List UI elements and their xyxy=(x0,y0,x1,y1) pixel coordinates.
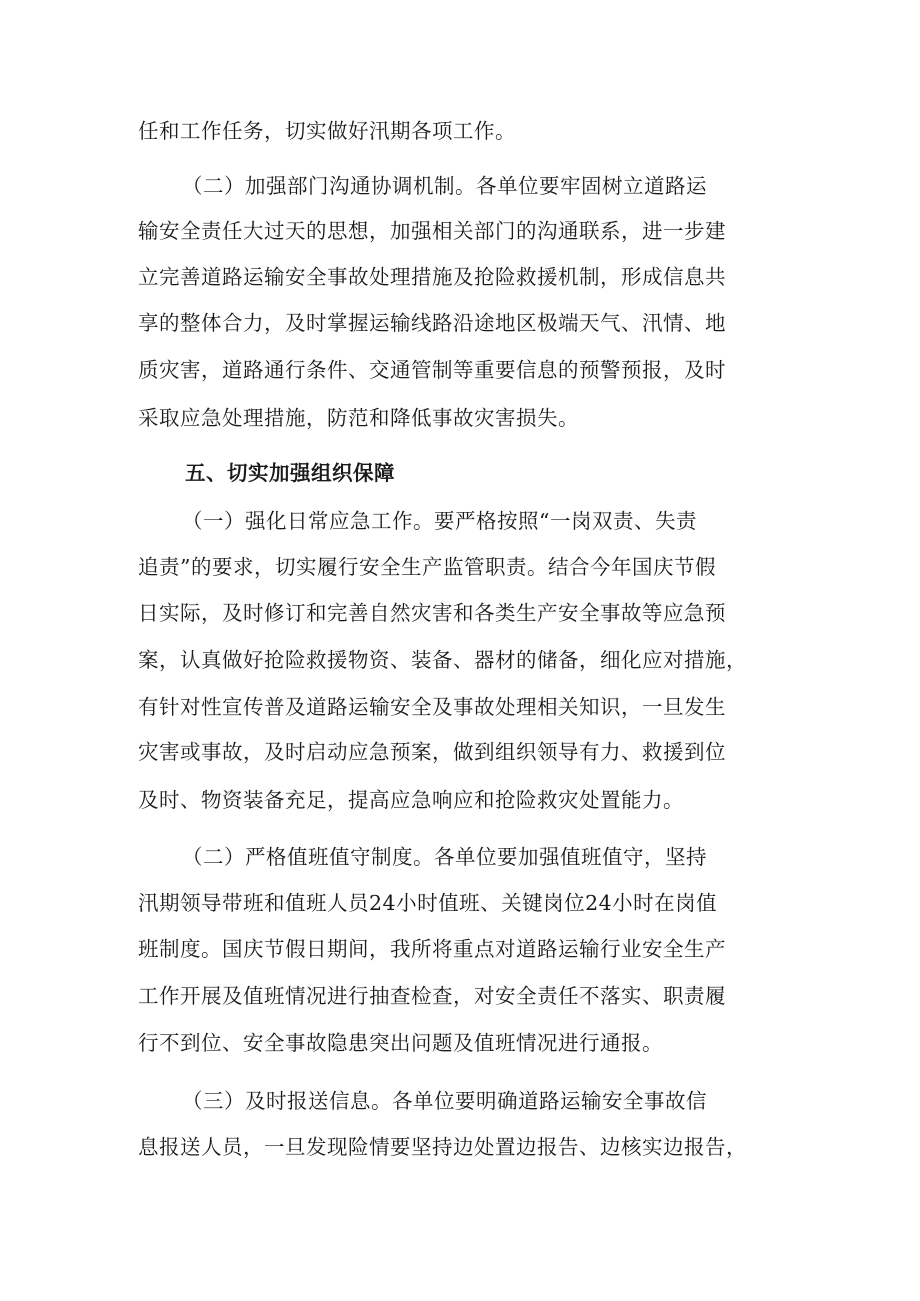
paragraph-first-line: （三）及时报送信息。各单位要明确道路运输安全事故信 xyxy=(182,1089,707,1113)
body-line: 行不到位、安全事故隐患突出问题及值班情况进行通报。 xyxy=(138,1031,663,1055)
paragraph-first-line: （二）加强部门沟通协调机制。各单位要牢固树立道路运 xyxy=(182,174,707,198)
body-line: 汛期领导带班和值班人员24小时值班、关键岗位24小时在岗值 xyxy=(138,891,718,915)
body-line: 输安全责任大过天的思想，加强相关部门的沟通联系，进一步建 xyxy=(138,219,726,243)
paragraph-first-line: （二）严格值班值守制度。各单位要加强值班值守，坚持 xyxy=(182,845,707,869)
body-line: 案，认真做好抢险救援物资、装备、器材的储备，细化应对措施， xyxy=(138,648,747,672)
body-line: 灾害或事故，及时启动应急预案，做到组织领导有力、救援到位 xyxy=(138,740,726,764)
body-line: 追责”的要求，切实履行安全生产监管职责。结合今年国庆节假 xyxy=(138,555,716,579)
body-line: 任和工作任务，切实做好汛期各项工作。 xyxy=(138,119,516,143)
body-line: 日实际，及时修订和完善自然灾害和各类生产安全事故等应急预 xyxy=(138,601,726,625)
paragraph-first-line: （一）强化日常应急工作。要严格按照“一岗双责、失责 xyxy=(182,509,697,533)
body-line: 享的整体合力，及时掌握运输线路沿途地区极端天气、汛情、地 xyxy=(138,311,726,335)
body-line: 及时、物资装备充足，提高应急响应和抢险救灾处置能力。 xyxy=(138,788,684,812)
body-line: 质灾害，道路通行条件、交通管制等重要信息的预警预报，及时 xyxy=(138,358,726,382)
body-line: 工作开展及值班情况进行抽查检查，对安全责任不落实、职责履 xyxy=(138,984,726,1008)
body-line: 班制度。国庆节假日期间，我所将重点对道路运输行业安全生产 xyxy=(138,937,726,961)
body-line: 采取应急处理措施，防范和降低事故灾害损失。 xyxy=(138,406,579,430)
body-line: 息报送人员，一旦发现险情要坚持边处置边报告、边核实边报告， xyxy=(138,1135,747,1159)
body-line: 有针对性宣传普及道路运输安全及事故处理相关知识，一旦发生 xyxy=(138,695,726,719)
body-line: 立完善道路运输安全事故处理措施及抢险救援机制，形成信息共 xyxy=(138,265,726,289)
section-heading: 五、切实加强组织保障 xyxy=(185,461,395,485)
